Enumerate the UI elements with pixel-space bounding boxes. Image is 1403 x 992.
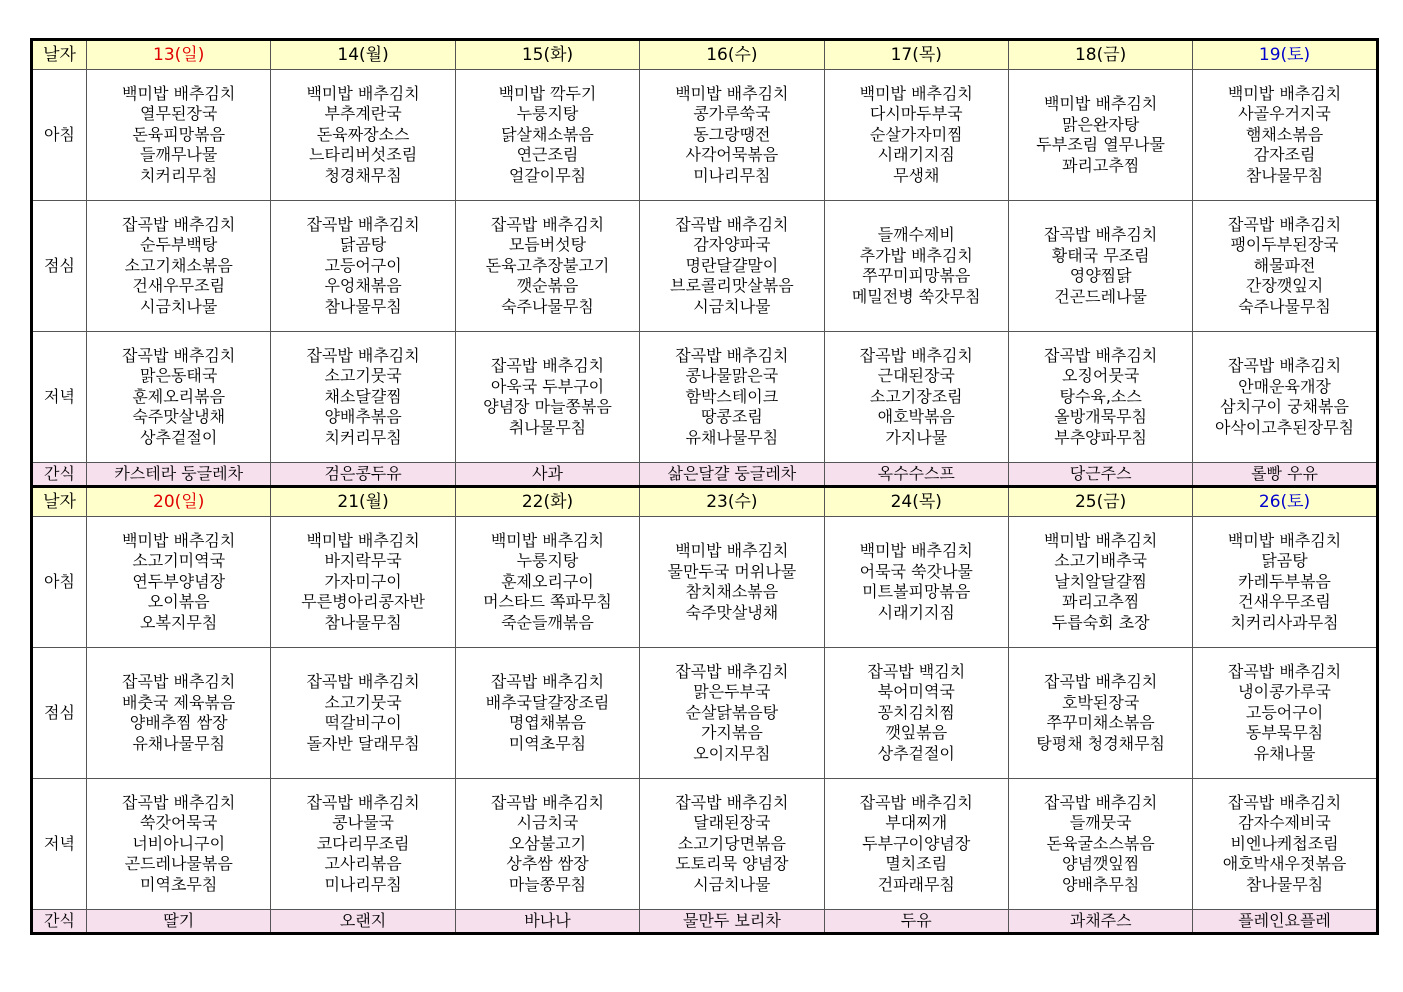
menu-item: 무생채 — [893, 165, 940, 185]
menu-item: 소고기뭇국 — [324, 366, 402, 386]
menu-item: 달래된장국 — [693, 813, 771, 833]
menu-item: 너비아니구이 — [132, 833, 226, 853]
menu-item: 돌자반 달래무침 — [306, 733, 420, 753]
snack-cell: 과채주스 — [1008, 910, 1192, 934]
menu-item: 치커리무침 — [140, 165, 218, 185]
menu-item: 해물파전 — [1253, 255, 1316, 275]
date-header-row — [32, 487, 1378, 517]
menu-item: 백미밥 배추김치 — [675, 83, 789, 103]
snack-label: 간식 — [32, 910, 87, 934]
menu-item: 참나물무침 — [324, 296, 402, 316]
menu-item: 잡곡밥 배추김치 — [675, 661, 789, 681]
menu-item: 햄채소볶음 — [1245, 124, 1324, 144]
menu-item: 잡곡밥 배추김치 — [1044, 672, 1158, 691]
menu-item: 바지락무국 — [324, 551, 402, 571]
breakfast-menu-cell — [640, 517, 824, 648]
menu-item: 미역초무침 — [508, 733, 587, 753]
menu-item: 아삭이고추된장무침 — [1214, 417, 1355, 437]
menu-item: 양념장 마늘쫑볶음 — [483, 397, 612, 416]
menu-item: 마늘쫑무침 — [508, 874, 587, 894]
menu-item: 두부조림 열무나물 — [1036, 135, 1166, 154]
menu-item: 미나리무침 — [693, 165, 771, 185]
breakfast-menu-cell — [455, 517, 639, 648]
snack-cell: 검은콩두유 — [271, 463, 455, 487]
menu-item: 땅콩조림 — [700, 407, 763, 427]
menu-item: 가자미구이 — [324, 571, 402, 591]
menu-item: 잡곡밥 배추김치 — [859, 792, 973, 812]
menu-item: 꽈리고추찜 — [1062, 592, 1140, 612]
menu-item: 카레두부볶음 — [1238, 571, 1331, 591]
menu-item: 잡곡밥 배추김치 — [859, 345, 973, 365]
menu-item: 시금치나물 — [693, 874, 771, 894]
menu-item: 잡곡밥 배추김치 — [122, 672, 236, 691]
dinner-menu-cell — [824, 332, 1008, 463]
menu-item: 백미밥 배추김치 — [122, 83, 236, 103]
breakfast-label: 아침 — [32, 70, 87, 201]
menu-item: 맑은동태국 — [140, 366, 218, 386]
menu-item: 숙주맛살냉채 — [132, 407, 226, 427]
menu-item: 감자양파국 — [693, 235, 771, 255]
menu-item: 잡곡밥 배추김치 — [1227, 792, 1342, 812]
lunch-row — [32, 201, 1378, 332]
menu-item: 오이볶음 — [147, 592, 210, 612]
menu-item: 잡곡밥 배추김치 — [490, 792, 605, 812]
menu-item: 건새우무조림 — [1238, 592, 1331, 612]
menu-item: 숙주맛살냉채 — [685, 602, 779, 622]
menu-item: 곤드레나물볶음 — [124, 854, 233, 874]
day-header: 22(화) — [455, 487, 639, 517]
menu-item: 닭살채소볶음 — [501, 124, 594, 144]
menu-item: 취나물무침 — [508, 417, 587, 437]
menu-item: 잡곡밥 배추김치 — [675, 345, 789, 365]
menu-item: 돈육피망볶음 — [132, 124, 226, 144]
lunch-menu-cell — [1193, 201, 1377, 332]
menu-item: 명란달걀말이 — [685, 255, 779, 275]
menu-item: 오이지무침 — [693, 743, 771, 763]
menu-item: 맑은완자탕 — [1062, 114, 1140, 134]
menu-item: 소고기미역국 — [132, 551, 226, 571]
menu-item: 함박스테이크 — [685, 386, 779, 406]
menu-item: 오삼불고기 — [508, 833, 587, 853]
menu-item: 누룽지탕 — [516, 551, 579, 571]
menu-item: 시금치국 — [516, 813, 579, 833]
menu-item: 시래기지짐 — [877, 145, 955, 165]
breakfast-menu-cell — [640, 70, 824, 201]
menu-item: 소고기채소볶음 — [124, 255, 233, 275]
menu-item: 물만두국 머위나물 — [667, 561, 797, 581]
lunch-menu-cell — [1193, 648, 1377, 779]
menu-item: 황태국 무조림 — [1051, 245, 1150, 265]
menu-item: 죽순들깨볶음 — [501, 612, 594, 632]
snack-cell: 바나나 — [455, 910, 639, 934]
menu-item: 도토리묵 양념장 — [675, 854, 789, 874]
menu-item: 시금치나물 — [693, 296, 771, 316]
menu-item: 숙주나물무침 — [501, 296, 594, 316]
menu-item: 유채나물무침 — [685, 427, 779, 447]
menu-item: 연두부양념장 — [132, 571, 226, 591]
menu-item: 백미밥 배추김치 — [1044, 530, 1158, 550]
menu-item: 사각어묵볶음 — [685, 145, 779, 165]
menu-item: 잡곡밥 배추김치 — [490, 214, 605, 234]
menu-item: 쑥갓어묵국 — [140, 813, 218, 833]
breakfast-row — [32, 70, 1378, 201]
menu-item: 채소달걀찜 — [324, 386, 402, 406]
menu-item: 꽁치김치찜 — [877, 702, 955, 722]
breakfast-label: 아침 — [32, 517, 87, 648]
lunch-label: 점심 — [32, 648, 87, 779]
snack-cell: 물만두 보리차 — [640, 910, 824, 934]
lunch-menu-cell — [824, 201, 1008, 332]
menu-item: 깻순볶음 — [516, 276, 579, 296]
menu-item: 고등어구이 — [324, 255, 402, 275]
menu-item: 청경채무침 — [324, 165, 402, 185]
dinner-menu-cell — [87, 779, 271, 910]
menu-item: 참나물무침 — [1245, 874, 1324, 894]
lunch-menu-cell — [87, 648, 271, 779]
menu-item: 냉이콩가루국 — [1238, 682, 1331, 702]
snack-cell: 당근주스 — [1008, 463, 1192, 487]
menu-item: 팽이두부된장국 — [1230, 235, 1339, 255]
menu-item: 떡갈비구이 — [324, 713, 402, 732]
menu-item: 콩나물국 — [332, 813, 394, 833]
dinner-menu-cell — [455, 779, 639, 910]
menu-item: 비엔나케첩조림 — [1230, 833, 1339, 853]
menu-item: 탕수육,소스 — [1059, 386, 1142, 406]
snack-cell: 옥수수스프 — [824, 463, 1008, 487]
menu-item: 백미밥 배추김치 — [1227, 530, 1342, 550]
dinner-menu-cell — [271, 332, 455, 463]
menu-item: 잡곡밥 배추김치 — [1044, 345, 1158, 365]
menu-item: 부대찌개 — [885, 813, 948, 833]
menu-item: 소고기배추국 — [1054, 551, 1148, 571]
breakfast-menu-cell — [87, 517, 271, 648]
menu-item: 잡곡밥 배추김치 — [1044, 792, 1158, 812]
menu-item: 브로콜리맛살볶음 — [670, 276, 794, 296]
menu-item: 가지나물 — [885, 427, 948, 447]
menu-item: 유채나물무침 — [132, 733, 226, 753]
menu-item: 참치채소볶음 — [685, 582, 779, 601]
menu-item: 쭈꾸미채소볶음 — [1046, 713, 1155, 732]
menu-item: 돈육굴소스볶음 — [1046, 833, 1155, 853]
menu-item: 상추겉절이 — [877, 743, 955, 763]
menu-item: 잡곡밥 배추김치 — [122, 214, 236, 234]
menu-item: 백미밥 배추김치 — [490, 530, 605, 550]
day-header: 26(토) — [1193, 487, 1377, 517]
menu-item: 상추겉절이 — [140, 427, 218, 447]
menu-item: 간장깻잎지 — [1245, 276, 1324, 296]
menu-item: 백미밥 배추김치 — [122, 530, 236, 550]
menu-item: 양배추찜 쌈장 — [129, 713, 228, 732]
menu-item: 올방개묵무침 — [1054, 407, 1148, 427]
menu-item: 꽈리고추찜 — [1062, 155, 1140, 175]
snack-cell: 롤빵 우유 — [1193, 463, 1377, 487]
menu-item: 느타리버섯조림 — [308, 145, 418, 165]
lunch-menu-cell — [640, 201, 824, 332]
menu-item: 영양찜닭 — [1069, 266, 1132, 285]
lunch-label: 점심 — [32, 201, 87, 332]
menu-item: 코다리무조림 — [316, 833, 410, 853]
menu-item: 상추쌈 쌈장 — [506, 854, 589, 874]
menu-item: 삼치구이 궁채볶음 — [1220, 397, 1349, 416]
lunch-menu-cell — [271, 648, 455, 779]
dinner-row — [32, 779, 1378, 910]
menu-item: 오복지무침 — [140, 612, 218, 632]
menu-item: 건곤드레나물 — [1054, 286, 1148, 306]
breakfast-menu-cell — [87, 70, 271, 201]
menu-item: 애호박새우젓볶음 — [1222, 854, 1347, 874]
menu-item: 부추양파무침 — [1054, 427, 1148, 447]
day-header: 25(금) — [1008, 487, 1192, 517]
menu-item: 어묵국 쑥갓나물 — [859, 561, 973, 581]
dinner-menu-cell — [1193, 779, 1377, 910]
menu-item: 콩나물맑은국 — [685, 366, 779, 386]
day-header: 24(목) — [824, 487, 1008, 517]
dinner-menu-cell — [640, 332, 824, 463]
menu-item: 메밀전병 쑥갓무침 — [851, 286, 981, 306]
breakfast-menu-cell — [824, 70, 1008, 201]
snack-cell: 딸기 — [87, 910, 271, 934]
menu-item: 양배추무침 — [1062, 874, 1140, 894]
lunch-menu-cell — [455, 648, 639, 779]
snack-cell: 두유 — [824, 910, 1008, 934]
menu-item: 들깨수제비 — [877, 225, 955, 244]
menu-item: 두릅숙회 초장 — [1051, 612, 1150, 632]
menu-item: 닭곰탕 — [339, 235, 387, 255]
menu-item: 순살가자미찜 — [869, 124, 963, 144]
dinner-row — [32, 332, 1378, 463]
day-header: 21(월) — [271, 487, 455, 517]
menu-item: 잡곡밥 배추김치 — [306, 792, 420, 812]
menu-item: 닭곰탕 — [1261, 551, 1308, 571]
snack-cell: 플레인요플레 — [1193, 910, 1377, 934]
menu-item: 명엽채볶음 — [508, 713, 587, 732]
menu-item: 감자수제비국 — [1238, 813, 1331, 833]
lunch-row — [32, 648, 1378, 779]
breakfast-row — [32, 517, 1378, 648]
snack-cell: 오랜지 — [271, 910, 455, 934]
menu-item: 근대된장국 — [877, 366, 955, 386]
menu-item: 잡곡밥 배추김치 — [1227, 661, 1342, 681]
menu-item: 들깨무나물 — [140, 145, 218, 165]
breakfast-menu-cell — [1008, 70, 1192, 201]
menu-item: 미나리무침 — [324, 874, 402, 894]
menu-item: 미역초무침 — [140, 874, 218, 894]
snack-row — [32, 463, 1378, 487]
breakfast-menu-cell — [455, 70, 639, 201]
menu-item: 백미밥 배추김치 — [306, 530, 420, 550]
day-header: 23(수) — [640, 487, 824, 517]
menu-item: 열무된장국 — [140, 104, 218, 124]
lunch-menu-cell — [87, 201, 271, 332]
menu-item: 양념깻잎찜 — [1062, 854, 1140, 874]
menu-item: 동그랑땡전 — [693, 124, 771, 144]
menu-item: 부추계란국 — [324, 104, 402, 124]
menu-item: 배춧국 제육볶음 — [122, 692, 236, 712]
weekly-menu-table — [30, 38, 1379, 935]
date-header-row — [32, 40, 1378, 70]
dinner-menu-cell — [1193, 332, 1377, 463]
breakfast-menu-cell — [271, 70, 455, 201]
menu-item: 연근조림 — [516, 145, 579, 165]
menu-item: 깻잎볶음 — [885, 723, 948, 743]
menu-item: 잡곡밥 배추김치 — [122, 792, 236, 812]
menu-item: 숙주나물무침 — [1238, 296, 1331, 316]
menu-item: 머스타드 쪽파무침 — [483, 592, 612, 612]
menu-item: 잡곡밥 백김치 — [867, 661, 966, 681]
menu-item: 잡곡밥 배추김치 — [306, 345, 420, 365]
menu-item: 북어미역국 — [877, 682, 955, 702]
menu-item: 애호박볶음 — [877, 407, 955, 427]
menu-item: 백미밥 배추김치 — [1227, 83, 1342, 103]
menu-item: 건새우무조림 — [132, 276, 226, 296]
dinner-menu-cell — [87, 332, 271, 463]
menu-item: 얼갈이무침 — [508, 165, 587, 185]
menu-item: 소고기장조림 — [869, 386, 963, 406]
menu-item: 호박된장국 — [1062, 692, 1140, 712]
menu-item: 유채나물 — [1253, 743, 1316, 763]
menu-item: 치커리사과무침 — [1230, 612, 1339, 632]
menu-item: 잡곡밥 배추김치 — [306, 672, 420, 691]
menu-item: 훈제오리구이 — [501, 571, 594, 591]
day-header: 19(토) — [1193, 40, 1377, 70]
menu-item: 시금치나물 — [140, 296, 218, 316]
dinner-menu-cell — [271, 779, 455, 910]
snack-row — [32, 910, 1378, 934]
lunch-menu-cell — [640, 648, 824, 779]
menu-item: 고등어구이 — [1245, 702, 1324, 722]
menu-item: 다시마두부국 — [869, 104, 963, 124]
menu-item: 백미밥 깍두기 — [498, 83, 597, 103]
menu-item: 건파래무침 — [877, 874, 955, 894]
menu-item: 잡곡밥 배추김치 — [675, 214, 789, 234]
menu-item: 훈제오리볶음 — [132, 386, 226, 406]
menu-item: 동부묵무침 — [1245, 723, 1324, 743]
menu-item: 백미밥 배추김치 — [859, 541, 973, 560]
lunch-menu-cell — [455, 201, 639, 332]
dinner-menu-cell — [1008, 779, 1192, 910]
menu-item: 맑은두부국 — [693, 682, 771, 702]
day-header: 14(월) — [271, 40, 455, 70]
day-header: 17(목) — [824, 40, 1008, 70]
menu-item: 잡곡밥 배추김치 — [490, 672, 605, 691]
menu-item: 추가밥 배추김치 — [859, 245, 973, 265]
menu-item: 누룽지탕 — [516, 104, 579, 124]
menu-item: 시래기지짐 — [877, 602, 955, 622]
menu-item: 잡곡밥 배추김치 — [675, 792, 789, 812]
menu-item: 돈육짜장소스 — [316, 124, 410, 144]
menu-item: 백미밥 배추김치 — [306, 83, 420, 103]
breakfast-menu-cell — [271, 517, 455, 648]
menu-item: 두부구이양념장 — [862, 833, 971, 853]
menu-item: 고사리볶음 — [324, 854, 402, 874]
menu-item: 탕평채 청경채무침 — [1036, 733, 1166, 753]
breakfast-menu-cell — [1193, 70, 1377, 201]
menu-item: 백미밥 배추김치 — [859, 83, 973, 103]
menu-item: 순살닭볶음탕 — [685, 702, 779, 722]
menu-item: 아욱국 두부구이 — [490, 376, 605, 396]
menu-item: 소고기당면볶음 — [677, 833, 786, 853]
menu-item: 참나물무침 — [1245, 165, 1324, 185]
day-header: 13(일) — [87, 40, 271, 70]
menu-item: 가지볶음 — [700, 723, 763, 743]
menu-item: 잡곡밥 배추김치 — [1227, 214, 1342, 234]
snack-cell: 사과 — [455, 463, 639, 487]
menu-item: 배추국달걀장조림 — [485, 692, 610, 712]
menu-item: 백미밥 배추김치 — [1044, 94, 1158, 113]
menu-item: 양배추볶음 — [324, 407, 402, 427]
dinner-menu-cell — [455, 332, 639, 463]
menu-item: 치커리무침 — [324, 427, 402, 447]
menu-item: 안매운육개장 — [1238, 376, 1331, 396]
menu-item: 돈육고추장불고기 — [485, 255, 610, 275]
menu-item: 감자조림 — [1253, 145, 1316, 165]
menu-item: 무른병아리콩자반 — [301, 592, 425, 612]
menu-item: 소고기뭇국 — [324, 692, 402, 712]
date-label: 날자 — [32, 487, 87, 517]
lunch-menu-cell — [271, 201, 455, 332]
menu-item: 멸치조림 — [885, 854, 948, 874]
menu-item: 모듬버섯탕 — [508, 235, 587, 255]
menu-item: 잡곡밥 배추김치 — [306, 214, 420, 234]
menu-item: 쭈꾸미피망볶음 — [862, 266, 971, 285]
dinner-menu-cell — [640, 779, 824, 910]
menu-item: 날치알달걀찜 — [1054, 571, 1148, 591]
snack-cell: 카스테라 둥글레차 — [87, 463, 271, 487]
date-label: 날자 — [32, 40, 87, 70]
breakfast-menu-cell — [824, 517, 1008, 648]
breakfast-menu-cell — [1008, 517, 1192, 648]
day-header: 18(금) — [1008, 40, 1192, 70]
day-header: 16(수) — [640, 40, 824, 70]
menu-item: 참나물무침 — [324, 612, 402, 632]
menu-item: 오징어뭇국 — [1062, 366, 1140, 386]
snack-label: 간식 — [32, 463, 87, 487]
menu-item: 잡곡밥 배추김치 — [1044, 225, 1158, 244]
lunch-menu-cell — [1008, 201, 1192, 332]
menu-item: 잡곡밥 배추김치 — [490, 356, 605, 375]
menu-body — [32, 40, 1378, 934]
menu-item: 우엉채볶음 — [324, 276, 402, 296]
dinner-label: 저녁 — [32, 332, 87, 463]
day-header: 20(일) — [87, 487, 271, 517]
lunch-menu-cell — [1008, 648, 1192, 779]
snack-cell: 삶은달걀 둥글레차 — [640, 463, 824, 487]
menu-item: 잡곡밥 배추김치 — [1227, 356, 1342, 375]
menu-item: 콩가루쑥국 — [693, 104, 771, 124]
menu-item: 순두부백탕 — [140, 235, 218, 255]
day-header: 15(화) — [455, 40, 639, 70]
menu-item: 잡곡밥 배추김치 — [122, 345, 236, 365]
menu-item: 들깨뭇국 — [1069, 813, 1132, 833]
dinner-menu-cell — [824, 779, 1008, 910]
dinner-menu-cell — [1008, 332, 1192, 463]
breakfast-menu-cell — [1193, 517, 1377, 648]
menu-item: 미트볼피망볶음 — [862, 582, 971, 601]
menu-item: 백미밥 배추김치 — [675, 541, 789, 560]
lunch-menu-cell — [824, 648, 1008, 779]
dinner-label: 저녁 — [32, 779, 87, 910]
menu-item: 사골우거지국 — [1238, 104, 1331, 124]
